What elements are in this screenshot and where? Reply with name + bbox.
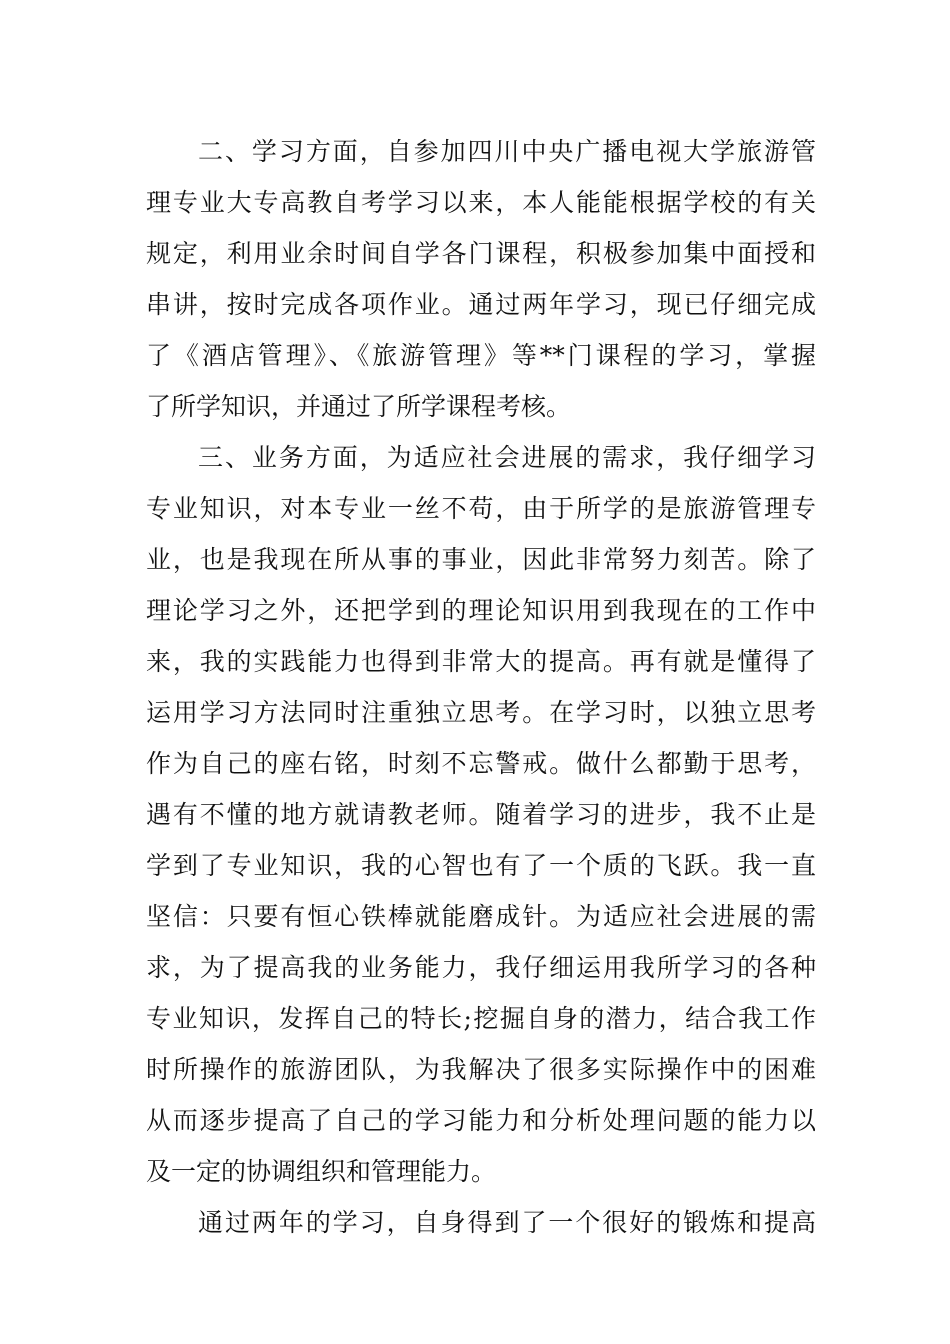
text-line: 坚信：只要有恒心铁棒就能磨成针。为适应社会进展的需: [146, 902, 816, 931]
text-line: 及一定的协调组织和管理能力。: [146, 1157, 497, 1186]
text-line: 时所操作的旅游团队，为我解决了很多实际操作中的困难: [146, 1055, 816, 1084]
document-body: [146, 126, 816, 1248]
text-line: 来，我的实践能力也得到非常大的提高。再有就是懂得了: [146, 647, 816, 676]
paragraph-study: [146, 126, 816, 432]
text-line: 遇有不懂的地方就请教老师。随着学习的进步，我不止是: [146, 800, 816, 829]
text-line: 串讲，按时完成各项作业。通过两年学习，现已仔细完成: [146, 290, 816, 319]
text-line: 三、业务方面，为适应社会进展的需求，我仔细学习: [198, 443, 816, 472]
text-line: 业，也是我现在所从事的事业，因此非常努力刻苦。除了: [146, 545, 816, 574]
text-line: 二、学习方面，自参加四川中央广播电视大学旅游管: [198, 137, 816, 166]
text-line: 学到了专业知识，我的心智也有了一个质的飞跃。我一直: [146, 851, 816, 880]
text-line: 了所学知识，并通过了所学课程考核。: [146, 392, 572, 421]
text-line: 作为自己的座右铭，时刻不忘警戒。做什么都勤于思考，: [146, 749, 816, 778]
text-line: 通过两年的学习，自身得到了一个很好的锻炼和提高: [198, 1208, 816, 1237]
text-line: 理专业大专高教自考学习以来，本人能能根据学校的有关: [146, 188, 816, 217]
text-line: 理论学习之外，还把学到的理论知识用到我现在的工作中: [146, 596, 816, 625]
text-line: 运用学习方法同时注重独立思考。在学习时，以独立思考: [146, 698, 816, 727]
paragraph-business: [146, 432, 816, 1197]
paragraph-summary: [146, 1197, 816, 1248]
text-line: 了《酒店管理》、《旅游管理》等**门课程的学习，掌握: [146, 341, 816, 370]
text-line: 专业知识，发挥自己的特长;挖掘自身的潜力，结合我工作: [146, 1004, 816, 1033]
text-line: 求，为了提高我的业务能力，我仔细运用我所学习的各种: [146, 953, 816, 982]
text-line: 专业知识，对本专业一丝不苟，由于所学的是旅游管理专: [146, 494, 816, 523]
text-line: 从而逐步提高了自己的学习能力和分析处理问题的能力以: [146, 1106, 816, 1135]
text-line: 规定，利用业余时间自学各门课程，积极参加集中面授和: [146, 239, 816, 268]
